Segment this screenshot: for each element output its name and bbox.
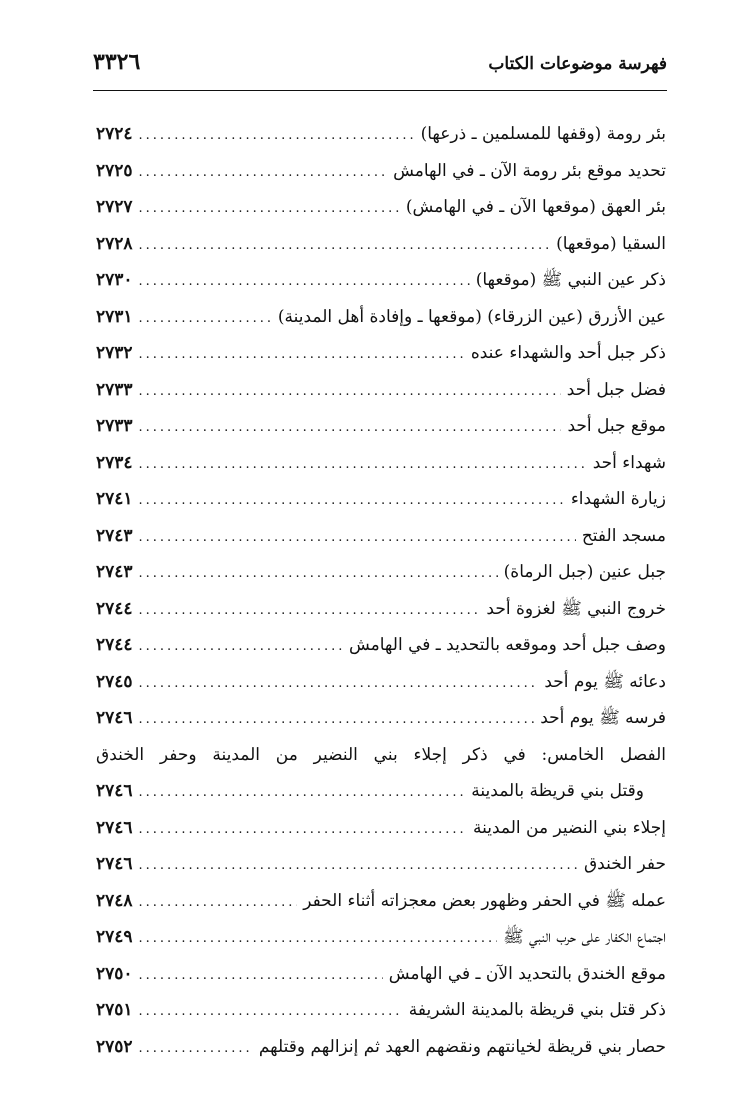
dot-leader: [139, 885, 298, 922]
toc-entry-page: ٢٧٥٠: [96, 963, 133, 984]
dot-leader: [139, 848, 578, 885]
toc-entry-title: وصف جبل أحد وموقعه بالتحديد ـ في الهامش: [348, 635, 666, 655]
dot-leader: [139, 337, 465, 374]
toc-entry-title: إجلاء بني النضير من المدينة: [473, 817, 666, 838]
running-title: فهرسة موضوعات الكتاب: [488, 54, 667, 74]
toc-entry: [96, 919, 666, 956]
toc-entry: [96, 408, 666, 445]
toc-entry-title: حصار بني قريظة لخيانتهم ونقضهم العهد ثم إنزالهم وقتلهم: [258, 1036, 666, 1057]
toc-entry-title: فضل جبل أحد: [566, 379, 666, 400]
toc-entry: [96, 810, 666, 847]
toc-entry-page: ٢٧٢٤: [96, 124, 133, 144]
dot-leader: [139, 301, 272, 338]
toc-entry-page: ٢٧٣٣: [96, 416, 133, 436]
dot-leader: [139, 994, 403, 1031]
toc-entry: [96, 372, 666, 409]
dot-leader: [139, 264, 470, 301]
running-header: [93, 46, 667, 91]
toc-entry-page: ٢٧٣٠: [96, 270, 133, 290]
toc-entry-title: جبل عنين (جبل الرماة): [503, 562, 666, 582]
dot-leader: [139, 1031, 253, 1068]
toc-entry: [96, 262, 666, 299]
toc-entry: [96, 700, 666, 737]
toc-entry-title: اجتماع الكفار على حرب النبي ﷺ: [503, 927, 666, 947]
dot-leader: [139, 958, 383, 995]
dot-leader: [139, 666, 539, 703]
page-number: ٣٣٢٦: [93, 49, 141, 75]
toc-entry-title: دعائه ﷺ يوم أحد: [544, 671, 666, 692]
table-of-contents: [96, 116, 666, 1065]
toc-entry: [96, 116, 666, 153]
dot-leader: [139, 374, 561, 411]
toc-entry-page: ٢٧٢٨: [96, 233, 133, 254]
toc-entry-title: بئر رومة (وقفها للمسلمين ـ ذرعها): [420, 124, 666, 144]
toc-entry-page: ٢٧٣١: [96, 306, 133, 327]
toc-entry-page: ٢٧٤٨: [96, 890, 133, 911]
dot-leader: [139, 228, 551, 265]
toc-entry: [96, 846, 666, 883]
toc-entry: [96, 445, 666, 482]
toc-entry-title: خروج النبي ﷺ لغزوة أحد: [486, 598, 666, 619]
toc-entry-title: تحديد موقع بئر رومة الآن ـ في الهامش: [393, 160, 666, 181]
toc-entry-page: ٢٧٤٩: [96, 927, 133, 947]
toc-entry-title: ذكر عين النبي ﷺ (موقعها): [475, 270, 666, 290]
toc-entry-page: ٢٧٣٤: [96, 452, 133, 473]
dot-leader: [139, 155, 388, 192]
toc-entry: [96, 226, 666, 263]
toc-entry-title: السقيا (موقعها): [556, 233, 666, 254]
toc-entry: [96, 1029, 666, 1066]
toc-entry: [96, 189, 666, 226]
toc-entry-title: حفر الخندق: [583, 854, 666, 874]
toc-entry: [96, 883, 666, 920]
toc-entry-page: ٢٧٤٦: [96, 817, 133, 838]
toc-entry-page: ٢٧٢٥: [96, 160, 133, 181]
dot-leader: [139, 702, 535, 739]
toc-entry-page: ٢٧٤٤: [96, 635, 133, 655]
toc-entry-title: ذكر جبل أحد والشهداء عنده: [470, 343, 666, 363]
toc-entry-page: ٢٧٣٣: [96, 379, 133, 400]
dot-leader: [139, 629, 343, 666]
toc-entry-chapter-continuation: [96, 773, 666, 810]
dot-leader: [139, 447, 587, 484]
toc-entry: [96, 627, 666, 664]
toc-entry-page: ٢٧٤٦: [96, 708, 133, 728]
chapter-heading: الفصل الخامس: في ذكر إجلاء بني النضير من المدينة وحفر الخندق: [96, 744, 666, 765]
dot-leader: [139, 921, 498, 958]
dot-leader: [139, 812, 467, 849]
dot-leader: [139, 118, 415, 155]
dot-leader: [139, 593, 481, 630]
toc-entry-title: موقع جبل أحد: [567, 416, 666, 436]
toc-entry-title: عين الأزرق (عين الزرقاء) (موقعها ـ وإفادة أهل المدينة): [277, 306, 666, 327]
toc-entry-page: ٢٧٥١: [96, 1000, 133, 1020]
toc-entry: [96, 554, 666, 591]
toc-entry-page: ٢٧٢٧: [96, 197, 133, 217]
dot-leader: [139, 556, 498, 593]
dot-leader: [139, 191, 400, 228]
toc-entry-page: ٢٧٥٢: [96, 1036, 133, 1057]
toc-entry-title: عمله ﷺ في الحفر وظهور بعض معجزاته أثناء الحفر: [303, 890, 666, 911]
toc-entry-page: ٢٧٤٤: [96, 598, 133, 619]
toc-entry-page: ٢٧٣٢: [96, 343, 133, 363]
toc-entry-title: وقتل بني قريظة بالمدينة: [471, 781, 644, 801]
toc-entry: [96, 335, 666, 372]
toc-entry-page: ٢٧٤٦: [96, 781, 133, 801]
toc-entry-title: بئر العهق (موقعها الآن ـ في الهامش): [405, 197, 666, 217]
toc-entry-page: ٢٧٤٣: [96, 562, 133, 582]
toc-entry: [96, 481, 666, 518]
toc-entry: [96, 664, 666, 701]
toc-entry-page: ٢٧٤٣: [96, 525, 133, 546]
toc-entry-title: مسجد الفتح: [581, 525, 666, 546]
toc-entry-title: فرسه ﷺ يوم أحد: [540, 708, 666, 728]
toc-entry-title: زيارة الشهداء: [570, 489, 666, 509]
toc-entry-title: ذكر قتل بني قريظة بالمدينة الشريفة: [408, 1000, 666, 1020]
toc-entry: [96, 153, 666, 190]
dot-leader: [139, 410, 562, 447]
dot-leader: [139, 775, 466, 812]
toc-entry-title: شهداء أحد: [592, 452, 666, 473]
toc-entry: [96, 992, 666, 1029]
toc-entry-page: ٢٧٤١: [96, 489, 133, 509]
dot-leader: [139, 520, 576, 557]
toc-entry-page: ٢٧٤٥: [96, 671, 133, 692]
toc-entry-title: موقع الخندق بالتحديد الآن ـ في الهامش: [388, 963, 666, 984]
toc-entry: [96, 518, 666, 555]
toc-entry: [96, 591, 666, 628]
toc-entry: [96, 299, 666, 336]
toc-entry: [96, 956, 666, 993]
dot-leader: [139, 483, 565, 520]
toc-entry-page: ٢٧٤٦: [96, 854, 133, 874]
